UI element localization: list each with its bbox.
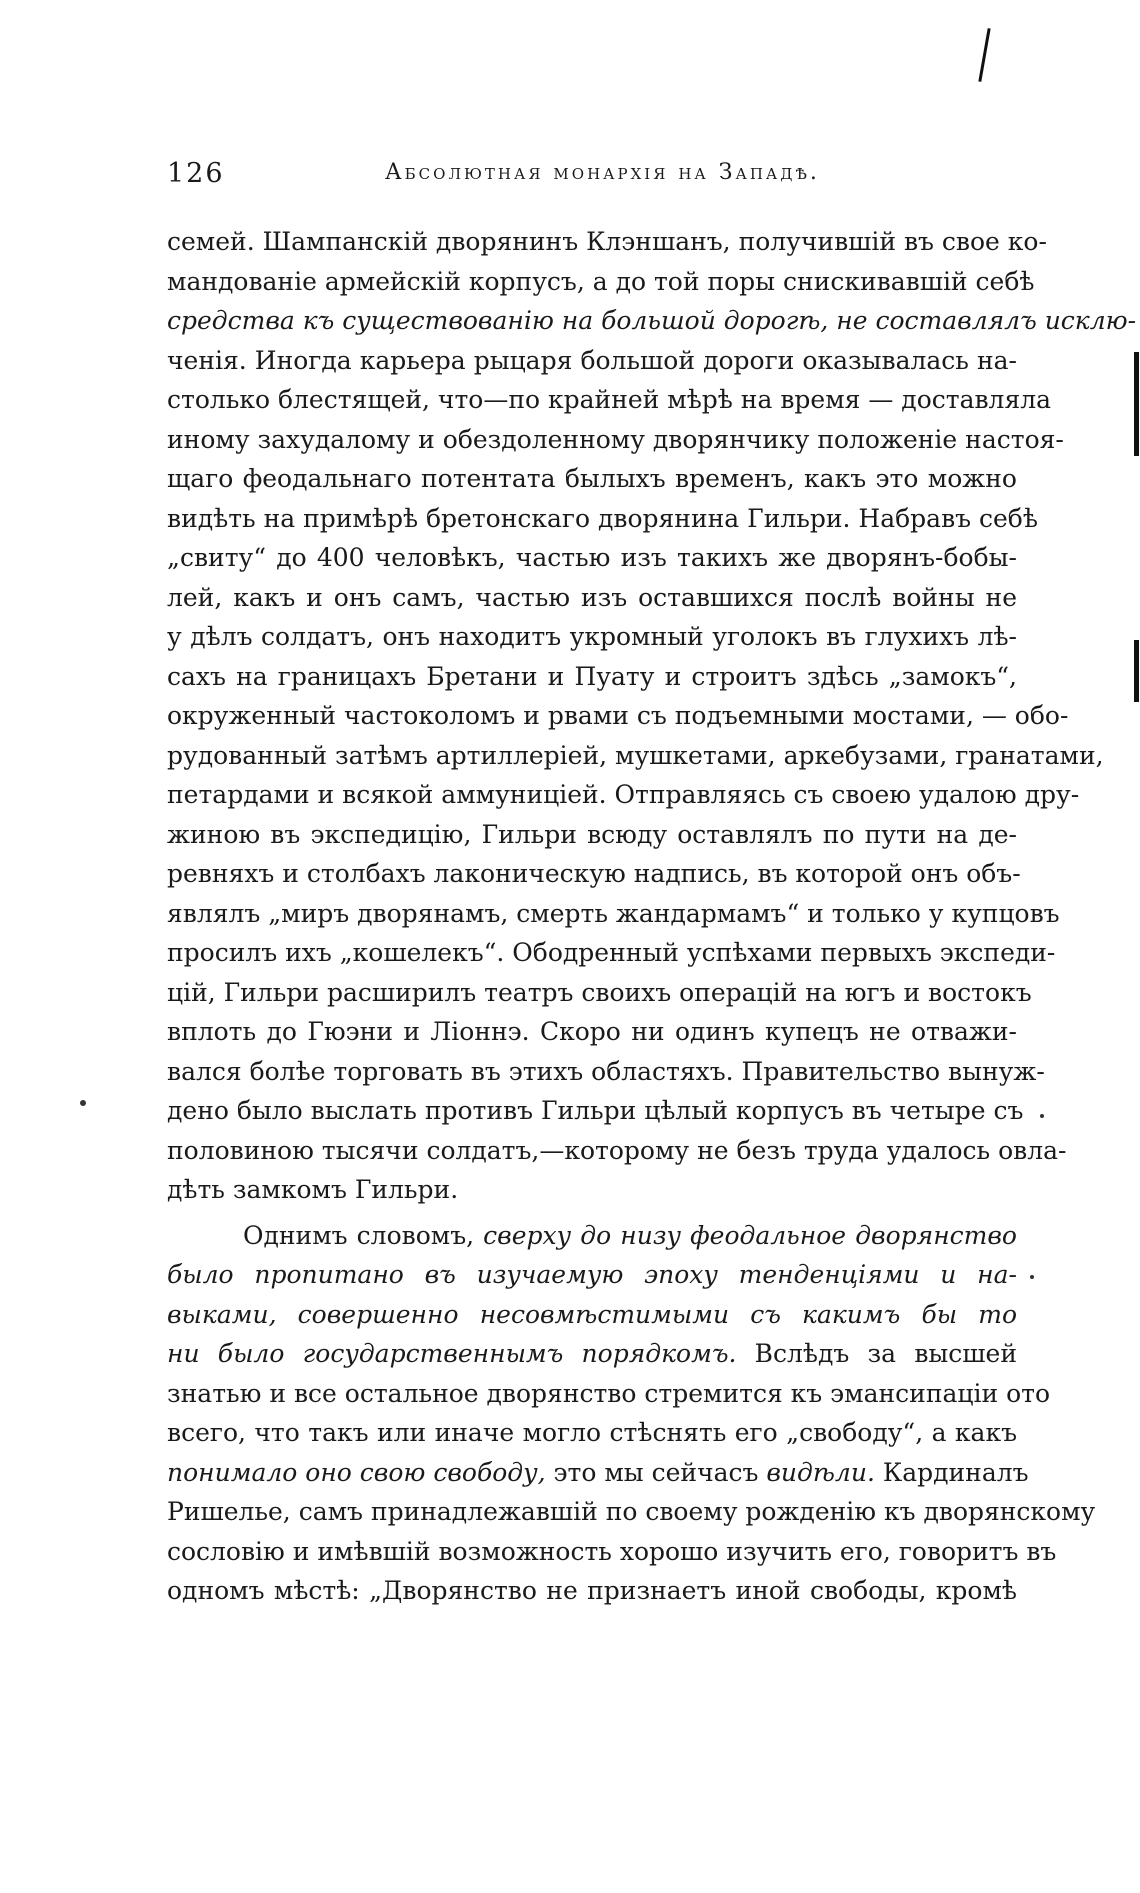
text-span: ченія. Иногда карьера рыцаря большой дороги оказывалась на-: [167, 345, 1017, 375]
text-line: [167, 1012, 1017, 1052]
text-line: [167, 1334, 1017, 1374]
text-span: знатью и все остальное дворянство стремится къ эмансипаціи ото: [167, 1378, 1051, 1408]
text-span: ревняхъ и столбахъ лаконическую надпись, въ которой онъ объ-: [167, 859, 1021, 888]
text-span: Вслѣдъ за высшей: [736, 1339, 1017, 1368]
text-line: [167, 1571, 1017, 1611]
italic-span: средства къ существованію на большой дорогѣ, не составлялъ исклю-: [167, 306, 1137, 335]
text-span: являлъ „миръ дворянамъ, смерть жандармамъ“ и только у купцовъ: [167, 898, 1060, 928]
text-span: столько блестящей, что—по крайней мѣрѣ на время — доставляла: [167, 385, 1051, 414]
text-line: [167, 775, 1080, 815]
text-span: это мы сейчасъ: [553, 1457, 767, 1487]
text-line: [167, 1091, 1024, 1131]
text-line: [167, 1216, 1017, 1256]
text-span: сахъ на границахъ Бретани и Пуату и строитъ здѣсь „замокъ“,: [167, 661, 1017, 691]
text-line: [167, 1295, 1017, 1335]
body-text: [167, 222, 1137, 1611]
text-line: [167, 1453, 1029, 1493]
text-span: у дѣлъ солдатъ, онъ находитъ укромный уголокъ въ глухихъ лѣ-: [167, 622, 1017, 651]
running-title: Абсолютная монархія на Западѣ.: [385, 160, 820, 185]
text-span: петардами и всякой аммуниціей. Отправляясь съ своею удалою дру-: [167, 780, 1080, 809]
italic-span: понимало оно свою свободу,: [167, 1457, 554, 1487]
text-line: [167, 1532, 1057, 1572]
text-span: цій, Гильри расширилъ театръ своихъ операцій на югъ и востокъ: [167, 977, 1032, 1007]
text-span: иному захудалому и обездоленному дворянчику положеніе настоя-: [167, 424, 1064, 454]
text-line: [167, 973, 1032, 1013]
text-line: [167, 578, 1017, 618]
text-span: щаго феодальнаго потентата былыхъ временъ, какъ это можно: [167, 464, 1017, 493]
ink-speck: [1040, 1114, 1044, 1118]
italic-span: было пропитано въ изучаемую эпоху тенденціями и на-: [167, 1260, 1017, 1289]
text-span: видѣть на примѣрѣ бретонскаго дворянина Гильри. Набравъ себѣ: [167, 503, 1038, 533]
text-line: [167, 815, 1017, 855]
text-line: [167, 262, 1035, 302]
italic-span: выками, совершенно несовмѣстимыми съ какимъ бы то: [167, 1299, 1017, 1329]
text-span: дѣть замкомъ Гильри.: [167, 1175, 459, 1204]
text-span: жиною въ экспедицію, Гильри всюду оставлялъ по пути на де-: [167, 819, 1017, 849]
text-span: рудованный затѣмъ артиллеріей, мушкетами, аркебузами, гранатами,: [167, 740, 1104, 770]
margin-line-mark: [1134, 640, 1139, 702]
text-line: [167, 1131, 1067, 1171]
running-head: [167, 158, 982, 198]
text-span: одномъ мѣстѣ: „Дворянство не признаетъ иной свободы, кромѣ: [167, 1576, 1017, 1605]
text-span: вался болѣе торговать въ этихъ областяхъ. Правительство вынуж-: [167, 1056, 1045, 1086]
text-span: Кардиналъ: [874, 1457, 1029, 1487]
text-span: окруженный частоколомъ и рвами съ подъемными мостами, — обо-: [167, 701, 1069, 730]
ink-speck: [1030, 1275, 1034, 1279]
text-line: [167, 341, 1017, 381]
text-line: [167, 459, 1017, 499]
pencil-mark: [978, 28, 990, 82]
text-span: Однимъ словомъ,: [243, 1220, 484, 1250]
text-line: [167, 1374, 1051, 1414]
text-span: всего, что такъ или иначе могло стѣснять его „свободу“, а какъ: [167, 1418, 1017, 1447]
text-line: [167, 301, 1137, 341]
text-line: [167, 696, 1069, 736]
text-line: [167, 1413, 1017, 1453]
text-line: [167, 617, 1017, 657]
margin-line-mark: [1134, 352, 1139, 456]
text-span: мандованіе армейскій корпусъ, а до той поры снискивавшій себѣ: [167, 266, 1035, 296]
text-line: [167, 1255, 1017, 1295]
text-span: просилъ ихъ „кошелекъ“. Ободренный успѣхами первыхъ экспеди-: [167, 938, 1056, 967]
text-span: „свиту“ до 400 человѣкъ, частью изъ такихъ же дворянъ-бобы-: [167, 543, 1017, 572]
text-line: [167, 894, 1060, 934]
ink-speck: [80, 1100, 86, 1106]
text-line: [167, 499, 1038, 539]
text-span: дено было выслать противъ Гильри цѣлый корпусъ въ четыре съ: [167, 1096, 1024, 1125]
text-line: [167, 657, 1017, 697]
text-line: [167, 933, 1056, 973]
text-line: [167, 538, 1017, 578]
text-span: лей, какъ и онъ самъ, частью изъ оставшихся послѣ войны не: [167, 582, 1017, 612]
text-span: вплоть до Гюэни и Ліоннэ. Скоро ни одинъ купецъ не отважи-: [167, 1017, 1017, 1046]
italic-span: сверху до низу феодальное дворянство: [483, 1220, 1017, 1250]
text-line: [167, 1492, 1096, 1532]
text-line: [167, 736, 1104, 776]
page-number: 126: [167, 158, 225, 189]
text-line: [167, 420, 1064, 460]
text-line: [167, 222, 1047, 262]
italic-span: ни было государственнымъ порядкомъ.: [167, 1339, 737, 1368]
text-line: [167, 1052, 1045, 1092]
text-line: [167, 854, 1021, 894]
text-line: [167, 1170, 1017, 1210]
text-span: половиною тысячи солдатъ,—которому не безъ труда удалось овла-: [167, 1135, 1067, 1165]
italic-span: видѣли.: [766, 1457, 875, 1487]
text-span: Ришелье, самъ принадлежавшій по своему рожденію къ дворянскому: [167, 1497, 1096, 1526]
text-span: семей. Шампанскій дворянинъ Клэншанъ, получившій въ свое ко-: [167, 227, 1047, 256]
text-span: сословію и имѣвшій возможность хорошо изучить его, говоритъ въ: [167, 1536, 1057, 1566]
text-line: [167, 380, 1051, 420]
